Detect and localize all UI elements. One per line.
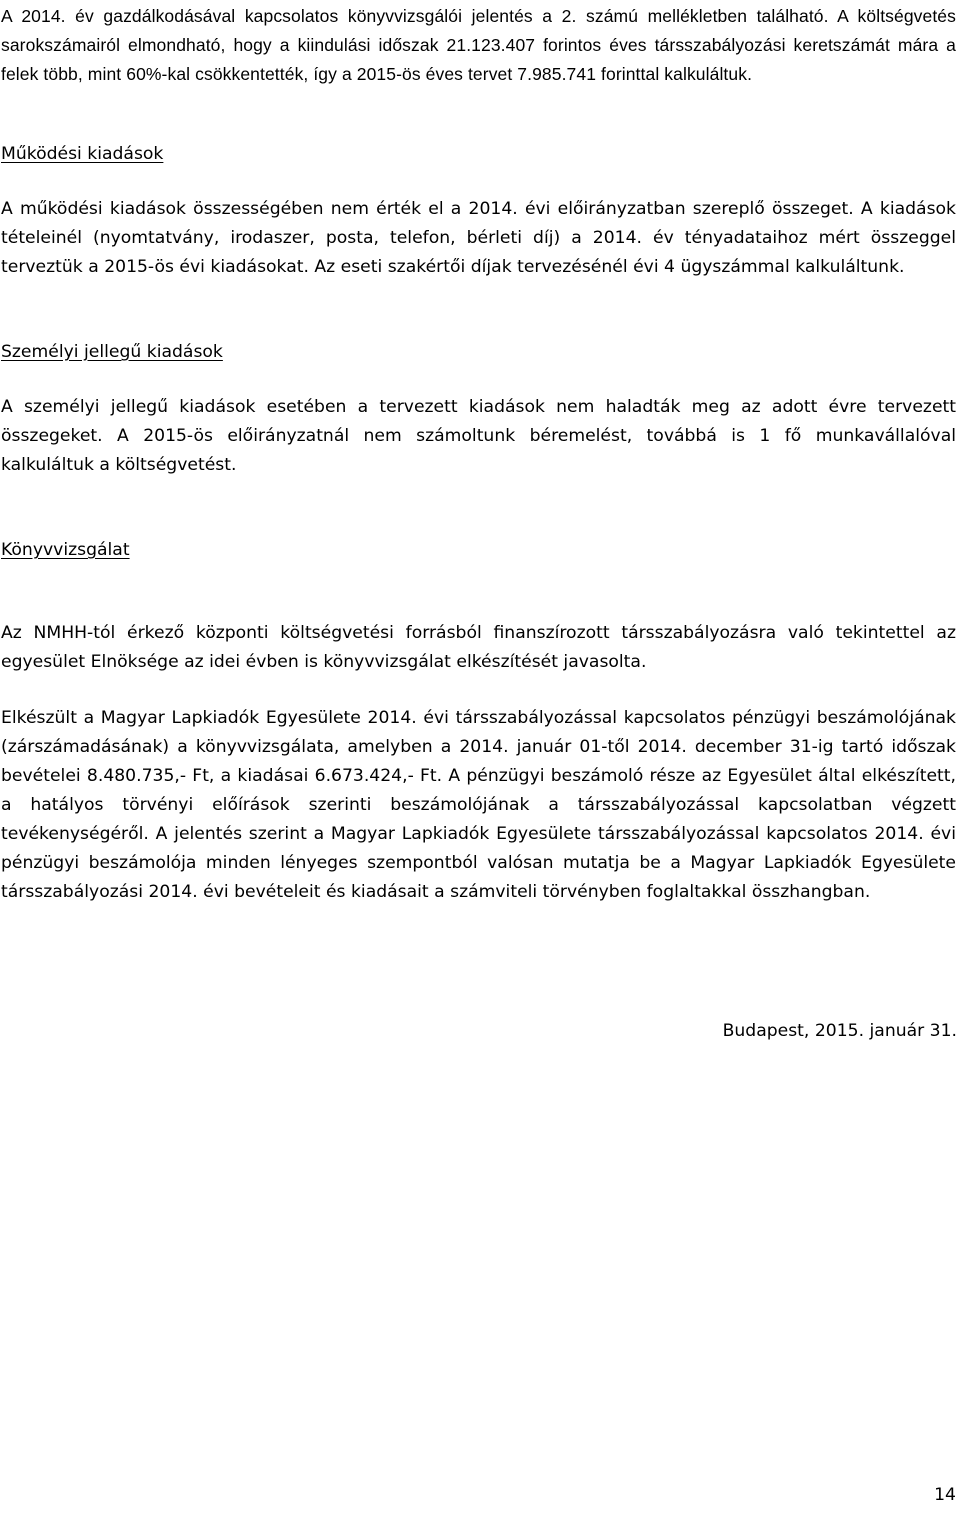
operating-expenses-paragraph: A működési kiadások összességében nem érték el a 2014. évi előirányzatban szereplő összeget. A kiadások tételeinél (nyomtatvány, irodaszer, posta, telefon, bérleti díj) a 2014. év tényadataihoz mért összeggel terveztük a 2015-ös évi kiadásokat. Az eseti szakértői díjak tervezésénél évi 4 ügyszámmal kalkuláltunk. (1, 199, 956, 277)
section-heading-audit: Könyvvizsgálat (1, 540, 130, 560)
place-and-date: Budapest, 2015. január 31. (722, 1021, 957, 1041)
section-heading-personnel-expenses: Személyi jellegű kiadások (1, 342, 223, 362)
personnel-expenses-paragraph: A személyi jellegű kiadások esetében a tervezett kiadások nem haladták meg az adott évre tervezett összegeket. A 2015-ös előirányzatnál nem számoltunk béremelést, továbbá is 1 fő munkavállalóval kalkuláltuk a költségvetést. (1, 397, 956, 475)
page-number: 14 (934, 1485, 956, 1505)
audit-paragraph-1: Az NMHH-tól érkező központi költségvetési forrásból finanszírozott társszabályozásra való tekintettel az egyesület Elnöksége az idei évben is könyvvizsgálat elkészítését javasolta. (1, 623, 956, 672)
section-heading-operating-expenses: Működési kiadások (1, 144, 164, 164)
audit-paragraph-2: Elkészült a Magyar Lapkiadók Egyesülete 2014. évi társszabályozással kapcsolatos pénzügyi beszámolójának (zárszámadásának) a könyvvizsgálata, amelyben a 2014. január 01-től 2014. december 31-ig tartó időszak bevételei 8.480.735,- Ft, a kiadásai 6.673.424,- Ft. A pénzügyi beszámoló része az Egyesület által elkészített, a hatályos törvényi előírások szerinti beszámolójának a társszabályozással kapcsolatban végzett tevékenységéről. A jelentés szerint a Magyar Lapkiadók Egyesülete társszabályozással kapcsolatos 2014. évi pénzügyi beszámolója minden lényeges szempontból valósan mutatja be a Magyar Lapkiadók Egyesülete társszabályozási 2014. évi bevételeit és kiadásait a számviteli törvényben foglaltakkal összhangban. (1, 708, 956, 902)
intro-paragraph: A 2014. év gazdálkodásával kapcsolatos könyvvizsgálói jelentés a 2. számú mellékletben található. A költségvetés sarokszámairól elmondható, hogy a kiindulási időszak 21.123.407 forintos éves társszabályozási keretszámát mára a felek több, mint 60%-kal csökkentették, így a 2015-ös éves tervet 7.985.741 forinttal kalkuláltuk. (1, 6, 956, 84)
